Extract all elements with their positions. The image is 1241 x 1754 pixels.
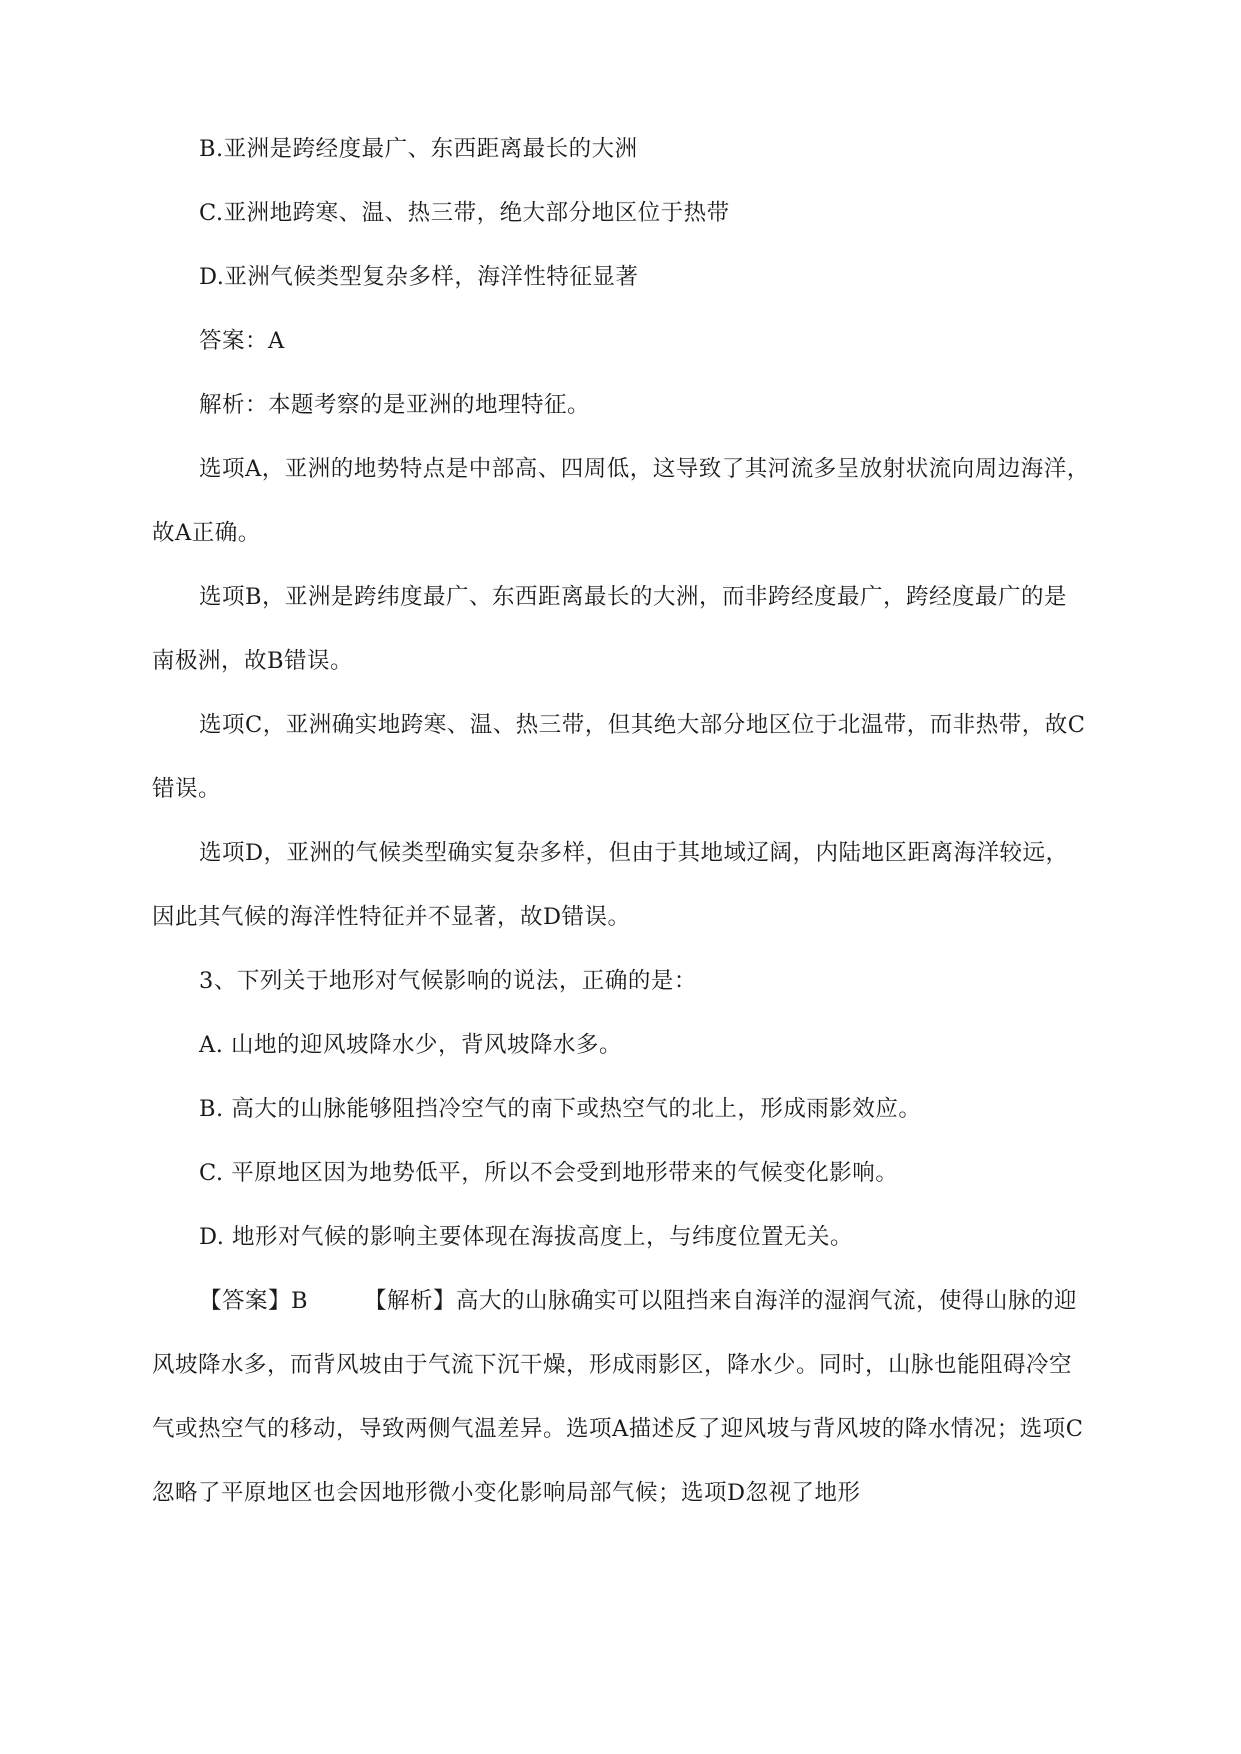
q3-option-c: C. 平原地区因为地势低平，所以不会受到地形带来的气候变化影响。: [199, 1160, 899, 1186]
answer-line: 答案：A: [199, 328, 285, 354]
q3-answer-analysis: [152, 1269, 1090, 1525]
analysis-option-c: 选项C，亚洲确实地跨寒、温、热三带，但其绝大部分地区位于北温带，而非热带，故C错误。: [152, 712, 1086, 802]
q3-option-a: A. 山地的迎风坡降水少，背风坡降水多。: [199, 1032, 623, 1058]
q3-answer: 【答案】B: [199, 1288, 309, 1314]
q3-option-d: D. 地形对气候的影响主要体现在海拔高度上，与纬度位置无关。: [199, 1224, 854, 1250]
q3-analysis: 【解析】高大的山脉确实可以阻挡来自海洋的湿润气流，使得山脉的迎风坡降水多，而背风坡由于气流下沉干燥，形成雨影区，降水少。同时，山脉也能阻碍冷空气或热空气的移动，导致两侧气温差异。选项A描述反了迎风坡与背风坡的降水情况；选项C忽略了平原地区也会因地形微小变化影响局部气候；选项D忽视了地形: [152, 1288, 1084, 1506]
option-d-line: D.亚洲气候类型复杂多样，海洋性特征显著: [199, 264, 639, 290]
analysis-option-a: 选项A，亚洲的地势特点是中部高、四周低，这导致了其河流多呈放射状流向周边海洋，故A正确。: [152, 456, 1090, 546]
analysis-option-d: 选项D，亚洲的气候类型确实复杂多样，但由于其地域辽阔，内陆地区距离海洋较远，因此其气候的海洋性特征并不显著，故D错误。: [152, 840, 1069, 930]
question-3: 3、下列关于地形对气候影响的说法，正确的是：: [199, 968, 697, 994]
q3-option-b: B. 高大的山脉能够阻挡冷空气的南下或热空气的北上，形成雨影效应。: [199, 1096, 922, 1122]
analysis-option-b: 选项B，亚洲是跨纬度最广、东西距离最长的大洲，而非跨经度最广，跨经度最广的是南极洲，故B错误。: [152, 584, 1068, 674]
option-b-line: B.亚洲是跨经度最广、东西距离最长的大洲: [199, 136, 638, 162]
option-c-line: C.亚洲地跨寒、温、热三带，绝大部分地区位于热带: [199, 200, 730, 226]
analysis-intro: 解析：本题考察的是亚洲的地理特征。: [199, 392, 591, 418]
